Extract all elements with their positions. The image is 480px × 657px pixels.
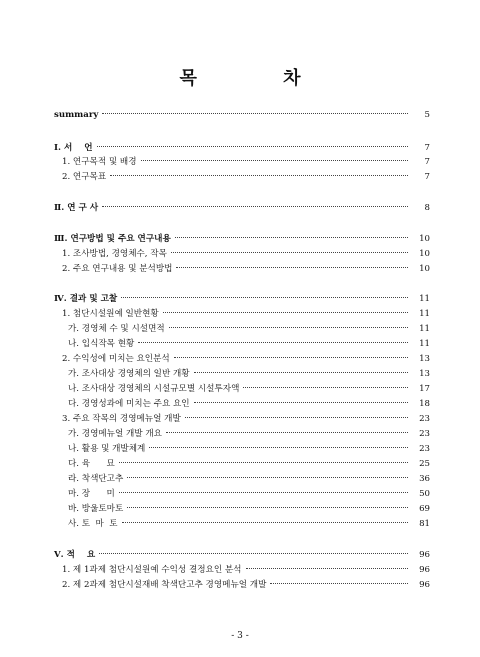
- toc-leader-dots: [194, 372, 408, 373]
- toc-leader-dots: [175, 237, 408, 238]
- toc-entry: [0, 155, 480, 169]
- page-title: 목 차: [179, 68, 341, 89]
- toc-entry-label: 나. 활용 및 개발체계: [68, 444, 146, 454]
- toc-entry-label: 1. 연구목적 및 배경: [62, 157, 137, 167]
- toc-entry: [0, 487, 480, 501]
- toc-entry: [0, 337, 480, 351]
- toc-entry-label: 1. 조사방법, 경영체수, 작목: [62, 249, 167, 259]
- toc-entry-page: 23: [419, 444, 430, 454]
- toc-entry: [0, 201, 480, 215]
- toc-entry-page: 25: [419, 459, 430, 469]
- toc-entry-label: Ⅰ. 서 언: [54, 143, 93, 153]
- toc-entry-page: 7: [424, 172, 430, 182]
- toc-entry: [0, 548, 480, 562]
- toc-entry-label: 2. 제 2과제 첨단시설재배 착색단고추 경영메뉴얼 개발: [62, 580, 267, 590]
- toc-leader-dots: [102, 113, 408, 114]
- toc-leader-dots: [127, 507, 408, 508]
- toc-entry: [0, 442, 480, 456]
- toc-entry-label: Ⅲ. 연구방법 및 주요 연구내용: [54, 234, 171, 244]
- toc-leader-dots: [121, 297, 408, 298]
- toc-entry-page: 5: [424, 110, 430, 120]
- toc-entry-label: 2. 수익성에 미치는 요인분석: [62, 354, 170, 364]
- toc-entry-page: 96: [419, 550, 430, 560]
- toc-entry-page: 11: [419, 324, 430, 334]
- toc-entry-label: 가. 조사대상 경영체의 일반 개황: [68, 369, 190, 379]
- toc-leader-dots: [174, 357, 408, 358]
- toc-entry-page: 10: [419, 234, 430, 244]
- toc-entry: [0, 247, 480, 261]
- toc-entry-label: 가. 경영체 수 및 시설면적: [68, 324, 165, 334]
- toc-leader-dots: [243, 387, 408, 388]
- toc-entry-label: 사. 토 마 토: [68, 519, 118, 529]
- toc-leader-dots: [127, 477, 408, 478]
- toc-entry-page: 8: [424, 203, 430, 213]
- toc-entry-label: 라. 착색단고추: [68, 474, 124, 484]
- toc-entry-label: 2. 연구목표: [62, 172, 107, 182]
- toc-leader-dots: [138, 342, 408, 343]
- toc-entry: [0, 307, 480, 321]
- toc-entry-page: 11: [419, 339, 430, 349]
- toc-entry: [0, 517, 480, 531]
- toc-leader-dots: [119, 492, 408, 493]
- toc-entry: [0, 141, 480, 155]
- toc-entry-label: Ⅴ. 적 요: [54, 550, 96, 560]
- toc-entry: [0, 170, 480, 184]
- toc-entry-page: 7: [424, 143, 430, 153]
- toc-entry-page: 11: [419, 309, 430, 319]
- toc-entry-page: 23: [419, 414, 430, 424]
- toc-entry: [0, 397, 480, 411]
- toc-leader-dots: [149, 447, 408, 448]
- toc-entry-page: 69: [419, 504, 430, 514]
- toc-leader-dots: [169, 327, 408, 328]
- toc-entry: [0, 382, 480, 396]
- toc-leader-dots: [110, 175, 408, 176]
- toc-entry-page: 18: [419, 399, 430, 409]
- toc-leader-dots: [171, 252, 408, 253]
- toc-leader-dots: [102, 206, 408, 207]
- toc-leader-dots: [122, 522, 408, 523]
- toc-leader-dots: [99, 553, 408, 554]
- toc-entry-page: 11: [419, 294, 430, 304]
- toc-entry: [0, 352, 480, 366]
- toc-leader-dots: [166, 432, 408, 433]
- toc-entry-label: 나. 조사대상 경영체의 시설규모별 시설투자액: [68, 384, 240, 394]
- toc-leader-dots: [97, 146, 408, 147]
- toc-leader-dots: [141, 160, 408, 161]
- toc-entry: [0, 457, 480, 471]
- toc-entry-page: 23: [419, 429, 430, 439]
- toc-entry-page: 36: [419, 474, 430, 484]
- toc-entry: [0, 322, 480, 336]
- toc-entry-label: 나. 입식작목 현황: [68, 339, 135, 349]
- toc-entry-label: 마. 장 미: [68, 489, 115, 499]
- page-number-footer: - 3 -: [231, 631, 249, 641]
- toc-leader-dots: [119, 462, 408, 463]
- toc-entry-label: 다. 경영성과에 미치는 주요 요인: [68, 399, 190, 409]
- toc-entry-label: Ⅱ. 연 구 사: [54, 203, 99, 213]
- toc-entry: [0, 367, 480, 381]
- toc-entry: [0, 427, 480, 441]
- toc-leader-dots: [163, 312, 408, 313]
- toc-entry-label: summary: [54, 110, 99, 120]
- toc-leader-dots: [185, 417, 408, 418]
- toc-entry: [0, 502, 480, 516]
- toc-entry: [0, 472, 480, 486]
- toc-leader-dots: [176, 267, 408, 268]
- toc-entry: [0, 108, 480, 122]
- toc-entry-label: 가. 경영메뉴얼 개발 개요: [68, 429, 162, 439]
- toc-entry-label: Ⅳ. 결과 및 고찰: [54, 294, 118, 304]
- toc-leader-dots: [246, 568, 409, 569]
- toc-entry-page: 81: [419, 519, 430, 529]
- toc-entry-page: 10: [419, 264, 430, 274]
- toc-entry-page: 10: [419, 249, 430, 259]
- toc-entry-page: 13: [419, 369, 430, 379]
- toc-entry: [0, 412, 480, 426]
- toc-entry-label: 2. 주요 연구내용 및 분석방법: [62, 264, 173, 274]
- toc-entry-page: 96: [419, 580, 430, 590]
- toc-entry-label: 다. 육 묘: [68, 459, 115, 469]
- toc-entry-page: 17: [419, 384, 430, 394]
- toc-entry: [0, 232, 480, 246]
- toc-entry-page: 50: [419, 489, 430, 499]
- toc-entry-page: 96: [419, 565, 430, 575]
- toc-entry: [0, 262, 480, 276]
- toc-entry-page: 7: [424, 157, 430, 167]
- toc-leader-dots: [194, 402, 408, 403]
- toc-leader-dots: [270, 583, 408, 584]
- toc-entry: [0, 292, 480, 306]
- toc-entry-label: 3. 주요 작목의 경영메뉴얼 개발: [62, 414, 181, 424]
- toc-entry-label: 1. 첨단시설원예 일반현황: [62, 309, 159, 319]
- toc-entry-label: 1. 제 1과제 첨단시설원예 수익성 결정요인 분석: [62, 565, 242, 575]
- toc-entry: [0, 578, 480, 592]
- toc-entry-label: 바. 방울토마토: [68, 504, 124, 514]
- toc-entry: [0, 563, 480, 577]
- toc-entry-page: 13: [419, 354, 430, 364]
